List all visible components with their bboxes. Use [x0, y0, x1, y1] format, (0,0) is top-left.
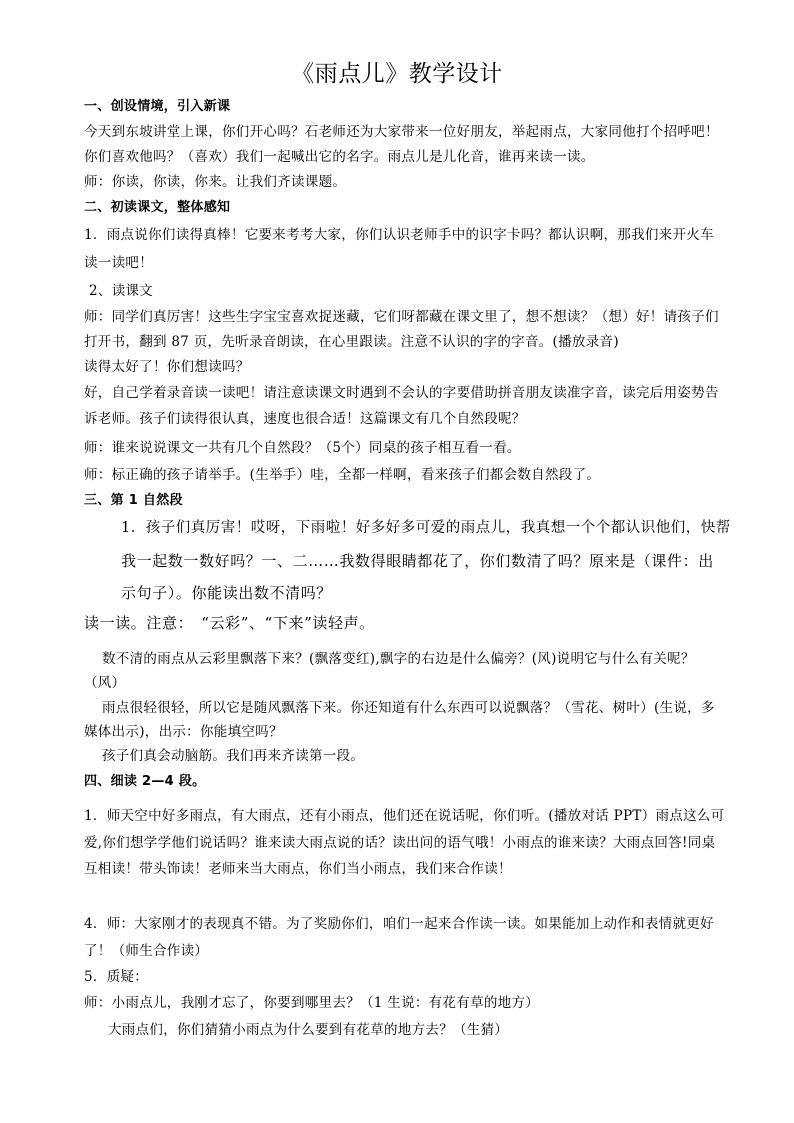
paragraph-line: 读一读。注意： “云彩”、“下来”读轻声。: [84, 614, 375, 632]
paragraph-line: 数不清的雨点从云彩里飘落下来？(飘落变红),飘字的右边是什么偏旁？(风)说明它与什么有关呢？: [102, 651, 695, 667]
paragraph-line: 互相读！带头饰读！老师来当大雨点，你们当小雨点，我们来合作读！: [84, 861, 512, 877]
paragraph-line: 师：你读，你读，你来。让我们齐读课题。: [84, 174, 347, 190]
section-heading-4: 四、细读 2—4 段。: [84, 774, 206, 789]
paragraph-line: 1．孩子们真厉害！哎呀，下雨啦！好多好多可爱的雨点儿，我真想一个个都认识他们，快帮: [121, 520, 731, 536]
paragraph-line: 1．师天空中好多雨点，有大雨点，还有小雨点，他们还在说话呢，你们听。(播放对话 PPT）雨点这么可: [84, 808, 725, 824]
paragraph-line: 孩子们真会动脑筋。我们再来齐读第一段。: [102, 748, 365, 764]
paragraph-line: 5．质疑：: [84, 969, 149, 985]
paragraph-line: 媒体出示)，出示：你能填空吗？: [84, 724, 283, 740]
paragraph-line: （风）: [84, 675, 126, 691]
section-heading-3: 三、第 1 自然段: [84, 493, 183, 508]
paragraph-line: 你们喜欢他吗？（喜欢）我们一起喊出它的名字。雨点儿是儿化音，谁再来读一读。: [84, 149, 595, 165]
paragraph-line: 读得太好了！你们想读吗？: [84, 359, 250, 375]
paragraph-line: 师：谁来说说课文一共有几个自然段？（5个）同桌的孩子相互看一看。: [84, 440, 521, 456]
paragraph-line: 示句子）。你能读出数不清吗？: [121, 584, 332, 602]
section-heading-2: 二、初读课文，整体感知: [84, 200, 231, 215]
section-heading-1: 一、创设情境，引入新课: [84, 99, 231, 114]
document-title: 《雨点儿》教学设计: [291, 61, 503, 87]
paragraph-line: 好，自己学着录音读一读吧！请注意读课文时遇到不会认的字要借助拼音朋友读准字音，读完后用姿势告: [84, 385, 719, 401]
paragraph-line: 读一读吧！: [84, 255, 153, 271]
paragraph-line: 爱,你们想学学他们说话吗？谁来读大雨点说的话？读出问的语气哦！小雨点的谁来读？大雨点回答!同桌: [84, 835, 716, 851]
paragraph-line: 雨点很轻很轻，所以它是随风飘落下来。你还知道有什么东西可以说飘落？（雪花、树叶）(生说，多: [102, 700, 715, 716]
paragraph-line: 今天到东坡讲堂上课，你们开心吗？石老师还为大家带来一位好朋友，举起雨点，大家同他打个招呼吧！: [84, 124, 719, 140]
paragraph-line: 我一起数一数好吗？一、二……我数得眼睛都花了，你们数清了吗？原来是（课件：出: [121, 552, 714, 570]
paragraph-line: 1．雨点说你们读得真棒！它要来考考大家，你们认识老师手中的识字卡吗？都认识啊，那我们来开火车: [84, 227, 714, 243]
paragraph-line: 师：标正确的孩子请举手。(生举手）哇，全都一样啊，看来孩子们都会数自然段了。: [84, 467, 601, 483]
paragraph-line: 打开书，翻到 87 页，先听录音朗读，在心里跟读。注意不认识的字的字音。(播放录音): [84, 334, 619, 350]
paragraph-line: 4．师：大家刚才的表现真不错。为了奖励你们，咱们一起来合作读一读。如果能加上动作和表情就更好: [84, 916, 714, 932]
paragraph-line: 师：同学们真厉害！这些生字宝宝喜欢捉迷藏，它们呀都藏在课文里了，想不想读？（想）好！请孩子们: [84, 309, 719, 325]
paragraph-line: 诉老师。孩子们读得很认真，速度也很合适！这篇课文有几个自然段呢？: [84, 411, 526, 427]
paragraph-line: 2、读课文: [89, 283, 154, 299]
paragraph-line: 师：小雨点儿，我刚才忘了，你要到哪里去？（1 生说：有花有草的地方）: [84, 995, 540, 1011]
paragraph-line: 大雨点们，你们猜猜小雨点为什么要到有花草的地方去？（生猜）: [108, 1022, 509, 1038]
paragraph-line: 了！（师生合作读）: [84, 943, 209, 959]
